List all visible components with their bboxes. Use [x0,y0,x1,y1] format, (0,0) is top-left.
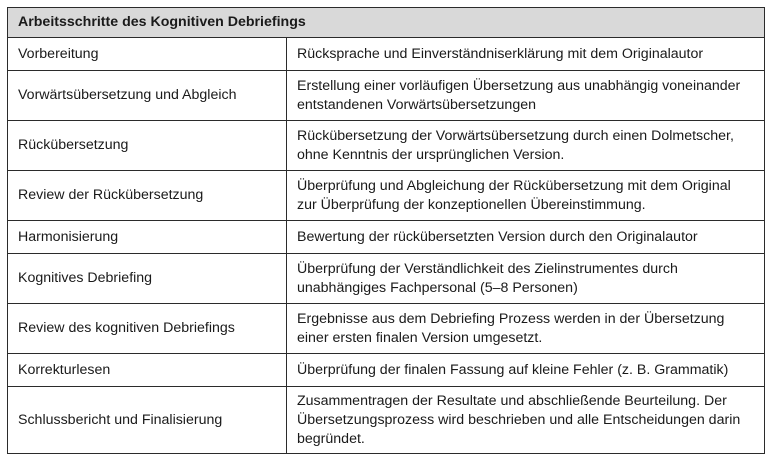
step-name: Rückübersetzung [8,121,287,171]
step-name: Vorbereitung [8,38,287,71]
table-row [8,171,765,221]
step-description: Zusammentragen der Resultate und abschließende Beurteilung. Der Übersetzungsprozess wird beschrieben und alle Entscheidungen darin begründet. [287,387,765,454]
table-row [8,387,765,454]
step-description: Bewertung der rückübersetzten Version durch den Originalautor [287,221,765,254]
table-row [8,254,765,304]
step-name: Review der Rückübersetzung [8,171,287,221]
table-row [8,221,765,254]
step-description: Rücksprache und Einverständniserklärung mit dem Originalautor [287,38,765,71]
table-row [8,121,765,171]
table-row [8,304,765,354]
step-description: Erstellung einer vorläufigen Übersetzung aus unabhängig voneinander entstandenen Vorwärtsübersetzungen [287,71,765,121]
table-row [8,38,765,71]
table-header-row [8,8,765,38]
table-title: Arbeitsschritte des Kognitiven Debriefings [8,8,765,38]
table-row [8,71,765,121]
step-description: Rückübersetzung der Vorwärtsübersetzung durch einen Dolmetscher, ohne Kenntnis der ursprünglichen Version. [287,121,765,171]
step-name: Korrekturlesen [8,354,287,387]
step-name: Schlussbericht und Finalisierung [8,387,287,454]
step-description: Ergebnisse aus dem Debriefing Prozess werden in der Übersetzung einer ersten finalen Version umgesetzt. [287,304,765,354]
step-name: Kognitives Debriefing [8,254,287,304]
step-name: Harmonisierung [8,221,287,254]
table-row [8,354,765,387]
step-description: Überprüfung der Verständlichkeit des Zielinstrumentes durch unabhängiges Fachpersonal (5–8 Personen) [287,254,765,304]
step-name: Vorwärtsübersetzung und Abgleich [8,71,287,121]
step-name: Review des kognitiven Debriefings [8,304,287,354]
step-description: Überprüfung der finalen Fassung auf kleine Fehler (z. B. Grammatik) [287,354,765,387]
debriefing-steps-table [7,7,765,454]
step-description: Überprüfung und Abgleichung der Rückübersetzung mit dem Original zur Überprüfung der konzeptionellen Übereinstimmung. [287,171,765,221]
table-container [7,7,764,454]
